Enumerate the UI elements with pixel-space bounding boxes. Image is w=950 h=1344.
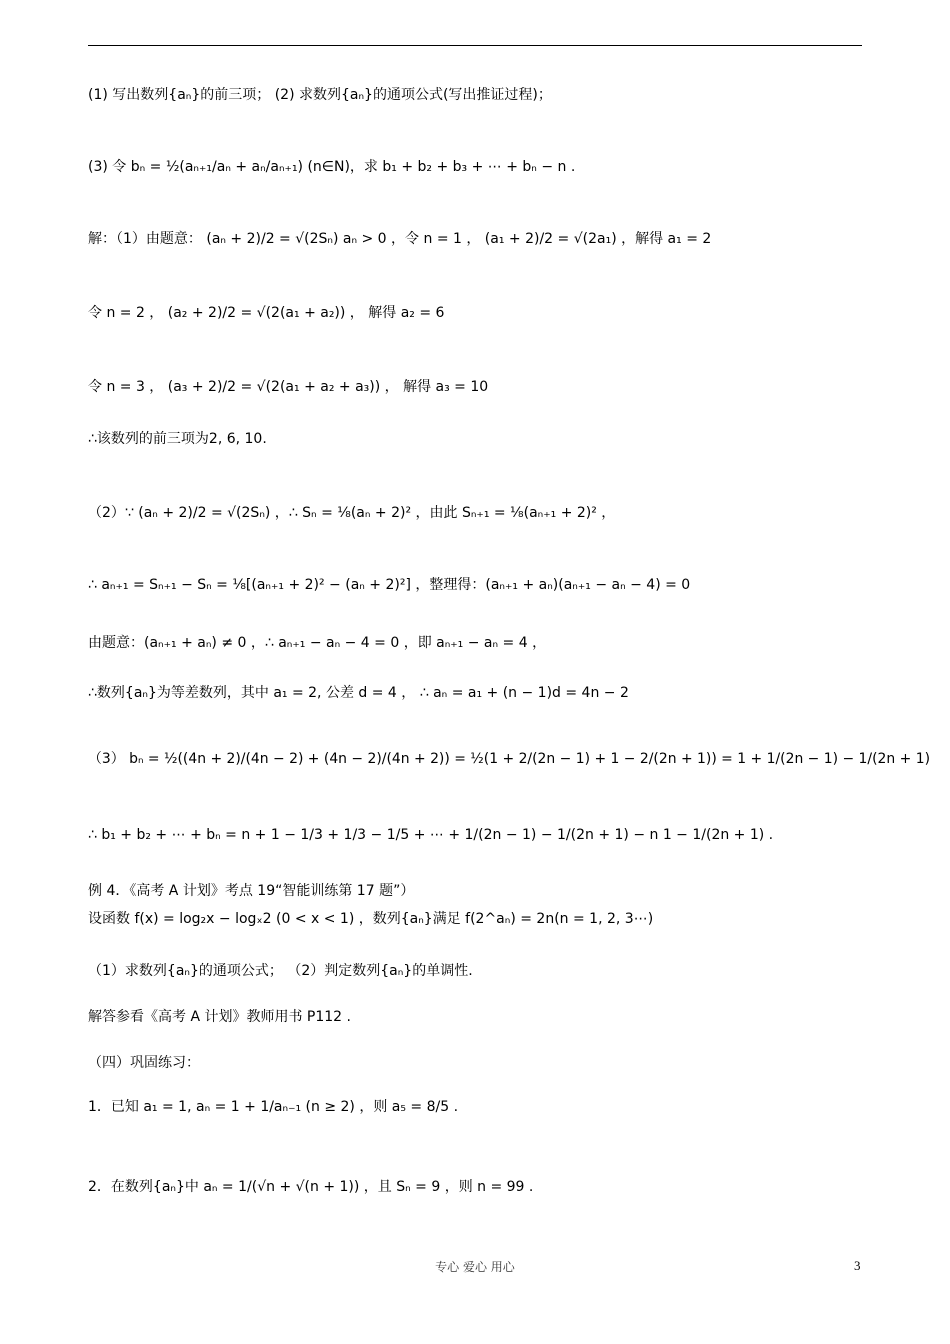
line-10: ∴数列{aₙ}为等差数列，其中 a₁ = 2, 公差 d = 4 ， ∴ aₙ = a₁ + (n − 1)d = 4n − 2	[88, 685, 629, 701]
line-1: (1) 写出数列{aₙ}的前三项； (2) 求数列{aₙ}的通项公式(写出推证过程)；	[88, 87, 552, 103]
line-2: (3) 令 bₙ = ½(aₙ₊₁/aₙ + aₙ/aₙ₊₁) (n∈N)，求 b₁ + b₂ + b₃ + ⋯ + bₙ − n .	[88, 159, 576, 175]
line-4: 令 n = 2 ， (a₂ + 2)/2 = √(2(a₁ + a₂)) ， 解得 a₂ = 6	[88, 305, 445, 321]
line-11: （3） bₙ = ½((4n + 2)/(4n − 2) + (4n − 2)/(4n + 2)) = ½(1 + 2/(2n − 1) + 1 − 2/(2n + 1)) = 1 + 1/(2n − 1) − 1/(2n + 1)	[88, 751, 930, 767]
line-9: 由题意：(aₙ₊₁ + aₙ) ≠ 0 ，∴ aₙ₊₁ − aₙ − 4 = 0 ，即 aₙ₊₁ − aₙ = 4 ，	[88, 635, 547, 651]
line-16: 解答参看《高考 A 计划》教师用书 P112 .	[88, 1009, 351, 1025]
line-19: 2．在数列{aₙ}中 aₙ = 1/(√n + √(n + 1)) ，且 Sₙ = 9 ，则 n = 99 .	[88, 1179, 534, 1195]
line-13: 例 4．《高考 A 计划》考点 19“智能训练第 17 题”）	[88, 883, 415, 899]
line-7: （2）∵ (aₙ + 2)/2 = √(2Sₙ) ，∴ Sₙ = ⅛(aₙ + 2)² ，由此 Sₙ₊₁ = ⅛(aₙ₊₁ + 2)² ，	[88, 505, 616, 521]
line-12: ∴ b₁ + b₂ + ⋯ + bₙ = n + 1 − 1/3 + 1/3 − 1/5 + ⋯ + 1/(2n − 1) − 1/(2n + 1) − n 1 − 1/(2n + 1) .	[88, 827, 774, 843]
line-15: （1）求数列{aₙ}的通项公式； （2）判定数列{aₙ}的单调性.	[88, 963, 473, 979]
line-5: 令 n = 3 ， (a₃ + 2)/2 = √(2(a₁ + a₂ + a₃)) ， 解得 a₃ = 10	[88, 379, 489, 395]
page-number: 3	[854, 1258, 861, 1273]
line-8: ∴ aₙ₊₁ = Sₙ₊₁ − Sₙ = ⅛[(aₙ₊₁ + 2)² − (aₙ + 2)²] ，整理得：(aₙ₊₁ + aₙ)(aₙ₊₁ − aₙ − 4) = 0	[88, 577, 691, 593]
line-14: 设函数 f(x) = log₂x − logₓ2 (0 < x < 1) ，数列{aₙ}满足 f(2^aₙ) = 2n(n = 1, 2, 3⋯)	[88, 911, 654, 927]
line-17: （四）巩固练习：	[88, 1055, 200, 1071]
line-6: ∴该数列的前三项为2, 6, 10.	[88, 431, 267, 447]
line-3: 解：（1）由题意： (aₙ + 2)/2 = √(2Sₙ) aₙ > 0 ，令 n = 1 ， (a₁ + 2)/2 = √(2a₁) ，解得 a₁ = 2	[88, 231, 712, 247]
line-18: 1．已知 a₁ = 1, aₙ = 1 + 1/aₙ₋₁ (n ≥ 2) ，则 a₅ = 8/5 .	[88, 1099, 459, 1115]
page-footer: 专心 爱心 用心	[435, 1260, 515, 1274]
header-rule	[88, 45, 862, 46]
